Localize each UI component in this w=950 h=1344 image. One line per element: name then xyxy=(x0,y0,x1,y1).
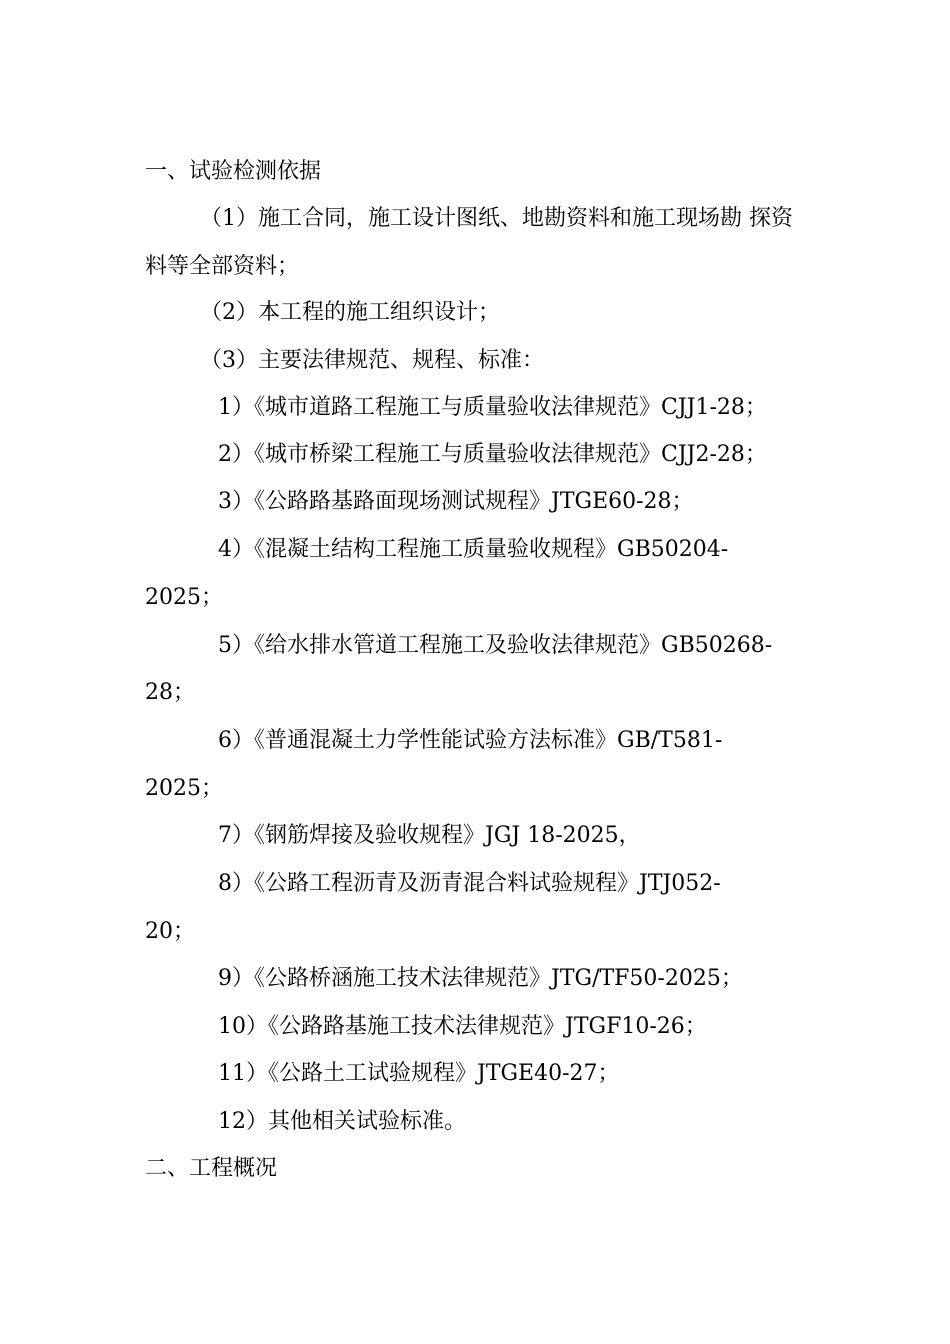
section-heading-1: 一、试验检测依据 xyxy=(145,159,322,184)
standard-item: 2）《城市桥梁工程施工与质量验收法律规范》CJJ2-28； xyxy=(218,442,767,467)
standard-item-continuation: 2025； xyxy=(145,585,223,610)
standard-item: 8）《公路工程沥青及沥青混合料试验规程》JTJ052- xyxy=(218,871,721,896)
section-heading-2: 二、工程概况 xyxy=(145,1156,278,1181)
standard-item-continuation: 28； xyxy=(145,680,195,705)
standard-item: 6）《普通混凝土力学性能试验方法标准》GB/T581- xyxy=(218,728,723,753)
standard-item: 3）《公路路基路面现场测试规程》JTGE60-28； xyxy=(218,489,694,514)
standard-item: 12）其他相关试验标准。 xyxy=(218,1109,466,1134)
standard-item: 9）《公路桥涵施工技术法律规范》JTG/TF50-2025； xyxy=(218,966,743,991)
standard-item: 10）《公路路基施工技术法律规范》JTGF10-26； xyxy=(218,1014,707,1039)
paragraph-2: （2）本工程的施工组织设计； xyxy=(200,300,500,325)
standard-item-continuation: 20； xyxy=(145,919,195,944)
standard-item: 11）《公路土工试验规程》JTGE40-27； xyxy=(218,1061,620,1086)
paragraph-1-line-1: （1）施工合同，施工设计图纸、地勘资料和施工现场勘 探资 xyxy=(200,206,793,231)
standard-item: 1）《城市道路工程施工与质量验收法律规范》CJJ1-28； xyxy=(218,395,767,420)
standard-item: 7）《钢筋焊接及验收规程》JGJ 18-2025， xyxy=(218,823,641,848)
standard-item-continuation: 2025； xyxy=(145,776,223,801)
paragraph-3: （3）主要法律规范、规程、标准： xyxy=(200,348,544,373)
standard-item: 5）《给水排水管道工程施工及验收法律规范》GB50268- xyxy=(218,633,773,658)
standard-item: 4）《混凝土结构工程施工质量验收规程》GB50204- xyxy=(218,537,729,562)
paragraph-1-line-2: 料等全部资料； xyxy=(145,254,300,279)
